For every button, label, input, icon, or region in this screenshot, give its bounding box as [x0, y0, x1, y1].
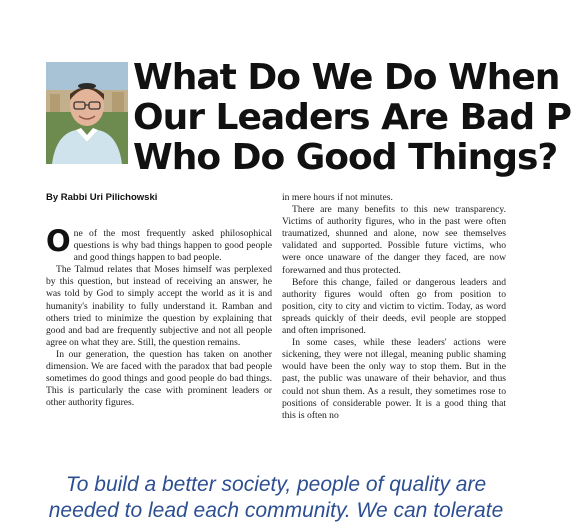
author-portrait-icon [46, 62, 128, 164]
article-headline [133, 57, 571, 180]
pull-quote [40, 472, 512, 522]
headline-line: What Do We Do When [133, 57, 560, 98]
paragraph: The Talmud relates that Moses himself was perplexed by this question, but instead of receiving an answer, he was told by God to simply accept the world as it is and humanity's inability to fully understand it. Ramban and others tried to minimize the question by explaining that good and bad are frequently subjective and not all people agree on what they are. Still, the question remains. [46, 264, 272, 348]
headline-line: Our Leaders Are Bad P [133, 97, 571, 138]
pull-quote-line: To build a better society, people of quality are [65, 473, 487, 496]
article-column-left [46, 224, 272, 444]
paragraph: In our generation, the question has taken on another dimension. We are faced with the paradox that bad people sometimes do good things and good people do bad things. This is particularly the case with prominent leaders or other authority figures. [46, 348, 272, 409]
paragraph: Before this change, failed or dangerous leaders and authority figures would often go from position to position, city to city and victim to victim. Today, as word spreads quickly of their deeds, evil people are stopped and often imprisoned. [282, 276, 506, 337]
drop-cap: O [46, 224, 71, 258]
pull-quote-line: needed to lead each community. We can tolerate [48, 499, 504, 522]
headline-line: Who Do Good Things? [133, 137, 558, 178]
byline: By Rabbi Uri Pilichowski [46, 192, 158, 203]
paragraph-text: ne of the most frequently asked philosophical questions is why bad things happen to good people and good things happen to bad people. [73, 228, 272, 264]
paragraph-continuation: in mere hours if not minutes. [282, 192, 393, 203]
paragraph [46, 224, 272, 264]
author-photo [46, 62, 128, 164]
paragraph: There are many benefits to this new transparency. Victims of authority figures, who in the past were often traumatized, shunned and alone, now see themselves validated and supported. Possible future victims, who were once unaware of the danger they faced, are now forewarned and thus protected. [282, 204, 506, 276]
paragraph: In some cases, while these leaders' actions were sickening, they were not illegal, meaning public shaming would have been the only way to stop them. But in the past, the public was unaware of their behavior, and thus could not shun them. As a result, they sometimes rose to positions of considerable power. It is a good thing that this is often no [282, 337, 506, 421]
article-column-right [282, 192, 506, 444]
